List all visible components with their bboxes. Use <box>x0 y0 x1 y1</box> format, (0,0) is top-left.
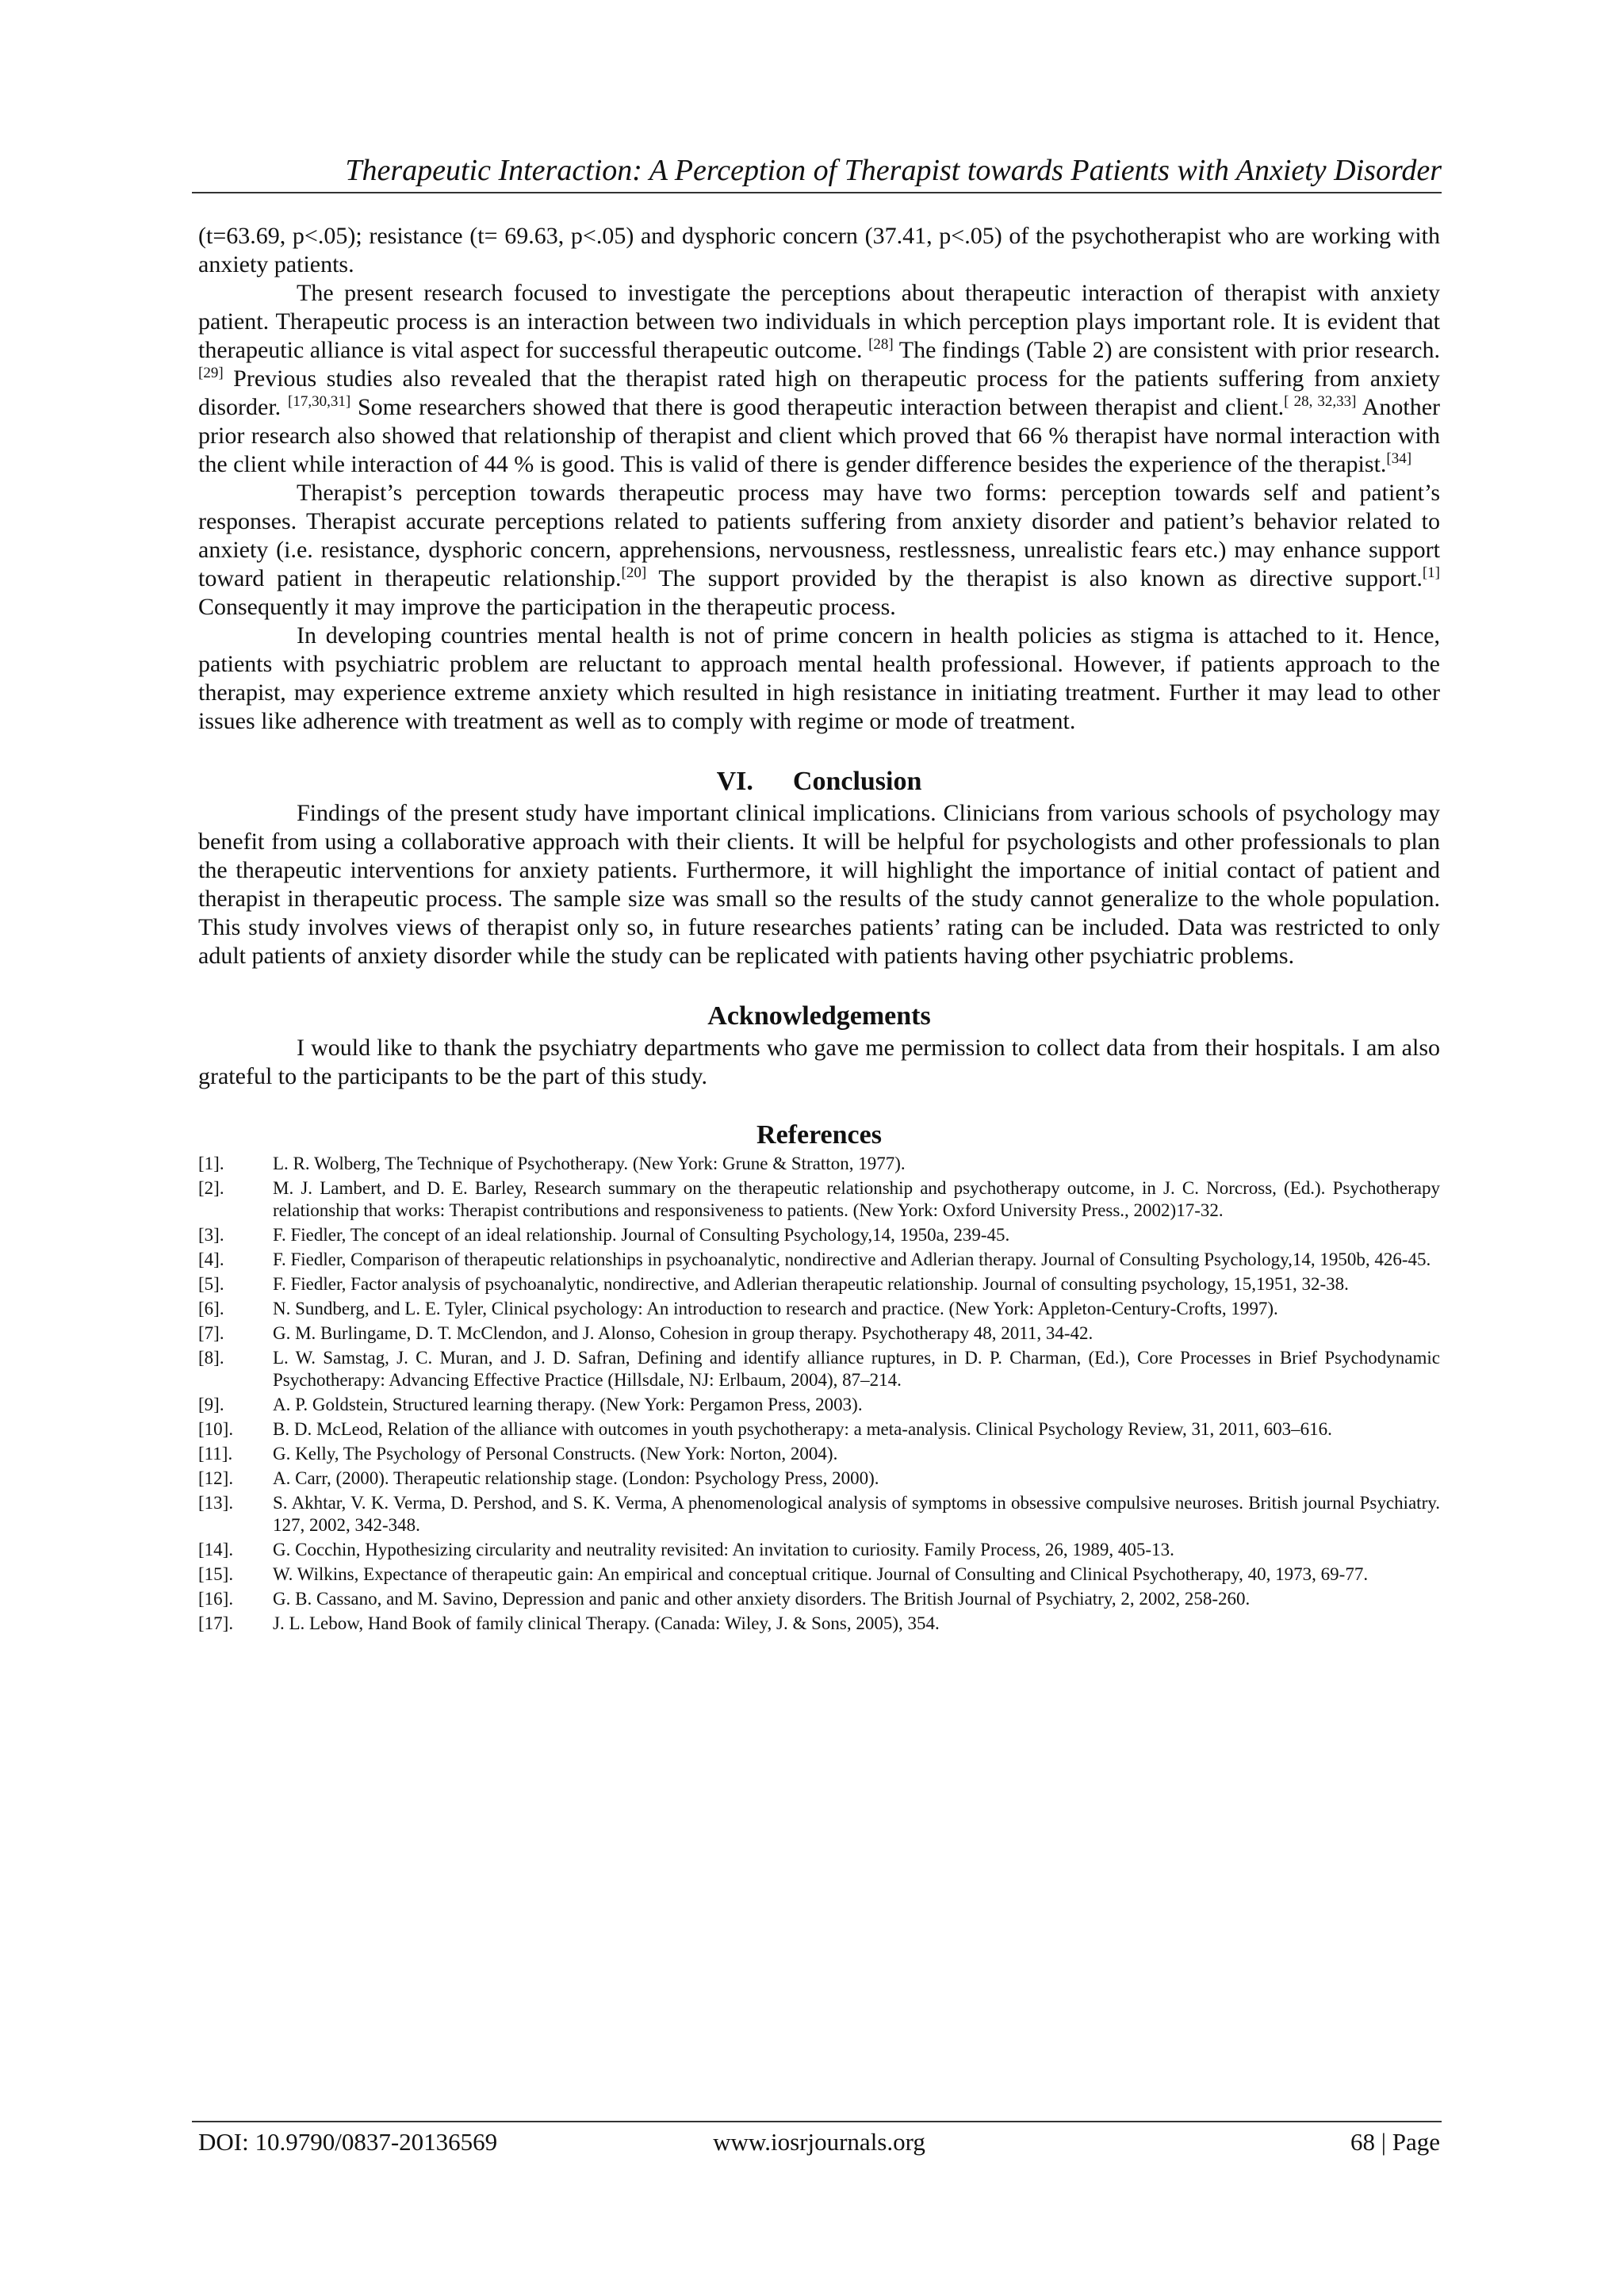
text-run: The support provided by the therapist is also known as directive support. <box>646 565 1423 591</box>
citation: [ 28, 32,33] <box>1284 393 1357 410</box>
reference-text: B. D. McLeod, Relation of the alliance with outcomes in youth psychotherapy: a meta-analysis. Clinical Psychology Review, 31, 2011, 603–616. <box>273 1419 1332 1439</box>
page-number: 68 | Page <box>1350 2128 1440 2156</box>
reference-text: L. W. Samstag, J. C. Muran, and J. D. Safran, Defining and identify alliance ruptures, in D. P. Charman, (Ed.), Core Processes in Brief Psychodynamic Psychotherapy: Advancing Effective Practice (Hillsdale, NJ: Erlbaum, 2004), 87–214. <box>273 1348 1440 1390</box>
reference-item <box>198 1249 1440 1271</box>
reference-number: [6]. <box>198 1299 224 1318</box>
text-run: Some researchers showed that there is good therapeutic interaction between therapist and client. <box>350 394 1285 420</box>
reference-item <box>198 1273 1440 1295</box>
reference-number: [7]. <box>198 1323 224 1343</box>
text-run: The findings (Table 2) are consistent with prior research. <box>893 337 1440 363</box>
citation: [1] <box>1422 564 1441 581</box>
reference-number: [1]. <box>198 1154 224 1173</box>
reference-number: [12]. <box>198 1468 234 1488</box>
reference-item <box>198 1588 1440 1610</box>
acknowledgements-heading: Acknowledgements <box>707 1001 931 1031</box>
reference-text: M. J. Lambert, and D. E. Barley, Research summary on the therapeutic relationship and psychotherapy outcome, in J. C. Norcross, (Ed.). Psychotherapy relationship that works: Therapist contributions and responsiveness to patients. (New York: Oxford University Press., 2002)17-32. <box>273 1178 1440 1220</box>
text-run: Therapist’s perception towards therapeutic process may have two forms: perception towards self and patient’s responses. Therapist accurate perceptions related to patients suffering from anxiety disorder and patient’s behavior related to anxiety (i.e. resistance, dysphoric concern, apprehensions, nervousness, restlessness, unrealistic fears etc.) may enhance support toward patient in therapeutic relationship. <box>198 480 1440 591</box>
reference-item <box>198 1468 1440 1490</box>
reference-text: A. Carr, (2000). Therapeutic relationship stage. (London: Psychology Press, 2000). <box>273 1468 879 1488</box>
reference-number: [15]. <box>198 1564 234 1584</box>
reference-item <box>198 1492 1440 1536</box>
reference-item <box>198 1418 1440 1441</box>
reference-number: [17]. <box>198 1613 234 1633</box>
reference-text: F. Fiedler, Comparison of therapeutic relationships in psychoanalytic, nondirective and Adlerian therapy. Journal of Consulting Psychology,14, 1950b, 426-45. <box>273 1249 1431 1269</box>
journal-website: www.iosrjournals.org <box>713 2128 925 2156</box>
reference-item <box>198 1177 1440 1222</box>
reference-number: [3]. <box>198 1225 224 1245</box>
reference-number: [16]. <box>198 1589 234 1609</box>
conclusion-heading <box>198 766 1440 798</box>
page-body <box>198 222 1440 1637</box>
section-number: VI. <box>716 767 753 796</box>
reference-number: [2]. <box>198 1178 224 1198</box>
reference-text: F. Fiedler, The concept of an ideal relationship. Journal of Consulting Psychology,14, 1950a, 239-45. <box>273 1225 1010 1245</box>
citation: [20] <box>621 564 647 581</box>
acknowledgements-text: I would like to thank the psychiatry departments who gave me permission to collect data from their hospitals. I am also grateful to the participants to be the part of this study. <box>198 1035 1440 1089</box>
reference-item <box>198 1298 1440 1320</box>
reference-number: [10]. <box>198 1419 234 1439</box>
reference-number: [11]. <box>198 1444 233 1464</box>
reference-item <box>198 1539 1440 1561</box>
reference-text: G. Kelly, The Psychology of Personal Constructs. (New York: Norton, 2004). <box>273 1444 838 1464</box>
reference-number: [5]. <box>198 1274 224 1294</box>
citation: [28] <box>868 336 894 353</box>
page-footer <box>198 2127 1440 2157</box>
citation: [29] <box>198 365 224 381</box>
reference-item <box>198 1322 1440 1345</box>
paragraph-therapist-perception <box>198 479 1440 622</box>
reference-text: J. L. Lebow, Hand Book of family clinical Therapy. (Canada: Wiley, J. & Sons, 2005), 354. <box>273 1613 940 1633</box>
reference-text: W. Wilkins, Expectance of therapeutic gain: An empirical and conceptual critique. Journal of Consulting and Clinical Psychotherapy, 40, 1973, 69-77. <box>273 1564 1369 1584</box>
paragraph-therapeutic-alliance <box>198 279 1440 479</box>
citation: [34] <box>1386 450 1412 467</box>
reference-item <box>198 1563 1440 1586</box>
reference-text: G. B. Cassano, and M. Savino, Depression and panic and other anxiety disorders. The British Journal of Psychiatry, 2, 2002, 258-260. <box>273 1589 1251 1609</box>
running-header: Therapeutic Interaction: A Perception of Therapist towards Patients with Anxiety Disorder <box>345 154 1442 187</box>
reference-item <box>198 1443 1440 1465</box>
reference-item <box>198 1224 1440 1246</box>
reference-number: [9]. <box>198 1395 224 1414</box>
reference-text: S. Akhtar, V. K. Verma, D. Pershod, and S. K. Verma, A phenomenological analysis of symptoms in obsessive compulsive neuroses. British journal Psychiatry. 127, 2002, 342-348. <box>273 1493 1440 1535</box>
text-run: The present research focused to investigate the perceptions about therapeutic interaction of therapist with anxiety patient. Therapeutic process is an interaction between two individuals in which perception plays important role. It is evident that therapeutic alliance is vital aspect for successful therapeutic outcome. <box>198 280 1440 363</box>
reference-text: A. P. Goldstein, Structured learning therapy. (New York: Pergamon Press, 2003). <box>273 1395 863 1414</box>
reference-number: [4]. <box>198 1249 224 1269</box>
section-title: Conclusion <box>792 767 922 796</box>
reference-number: [8]. <box>198 1348 224 1368</box>
reference-item <box>198 1347 1440 1391</box>
conclusion-text: Findings of the present study have important clinical implications. Clinicians from various schools of psychology may benefit from using a collaborative approach with their clients. It will be helpful for psychologists and other professionals to plan the therapeutic interventions for anxiety patients. Furthermore, it will highlight the importance of initial contact of patient and therapist in therapeutic process. The sample size was small so the results of the study cannot generalize to the whole population. This study involves views of therapist only so, in future researches patients’ rating can be included. Data was restricted to only adult patients of anxiety disorder while the study can be replicated with patients having other psychiatric problems. <box>198 800 1440 969</box>
text-run: Previous studies also revealed that the therapist rated high on therapeutic process for the patients suffering from anxiety disorder. <box>198 365 1440 420</box>
reference-text: G. M. Burlingame, D. T. McClendon, and J. Alonso, Cohesion in group therapy. Psychotherapy 48, 2011, 34-42. <box>273 1323 1094 1343</box>
reference-text: N. Sundberg, and L. E. Tyler, Clinical psychology: An introduction to research and practice. (New York: Appleton-Century-Crofts, 1997). <box>273 1299 1278 1318</box>
reference-item <box>198 1613 1440 1635</box>
header-divider <box>192 192 1442 193</box>
reference-number: [13]. <box>198 1493 234 1513</box>
references-list <box>198 1153 1440 1635</box>
reference-text: G. Cocchin, Hypothesizing circularity and neutrality revisited: An invitation to curiosity. Family Process, 26, 1989, 405-13. <box>273 1540 1174 1559</box>
reference-item <box>198 1394 1440 1416</box>
reference-item <box>198 1153 1440 1175</box>
doi-label: DOI: 10.9790/0837-20136569 <box>198 2128 498 2156</box>
reference-text: F. Fiedler, Factor analysis of psychoanalytic, nondirective, and Adlerian therapeutic relationship. Journal of consulting psychology, 15,1951, 32-38. <box>273 1274 1349 1294</box>
text-run: Consequently it may improve the participation in the therapeutic process. <box>198 594 896 620</box>
reference-text: L. R. Wolberg, The Technique of Psychotherapy. (New York: Grune & Stratton, 1977). <box>273 1154 906 1173</box>
footer-divider <box>192 2121 1442 2122</box>
paragraph-continued: (t=63.69, p<.05); resistance (t= 69.63, p<.05) and dysphoric concern (37.41, p<.05) of the psychotherapist who are working with anxiety patients. <box>198 223 1440 277</box>
references-heading: References <box>756 1120 882 1150</box>
reference-number: [14]. <box>198 1540 234 1559</box>
paragraph-developing-countries: In developing countries mental health is not of prime concern in health policies as stigma is attached to it. Hence, patients with psychiatric problem are reluctant to approach mental health professional. However, if patients approach to the therapist, may experience extreme anxiety which resulted in high resistance in initiating treatment. Further it may lead to other issues like adherence with treatment as well as to comply with regime or mode of treatment. <box>198 622 1440 734</box>
text-run: Another prior research also showed that relationship of therapist and client which proved that 66 % therapist have normal interaction with the client while interaction of 44 % is good. This is valid of there is gender difference besides the experience of the therapist. <box>198 394 1441 477</box>
citation: [17,30,31] <box>288 393 351 410</box>
